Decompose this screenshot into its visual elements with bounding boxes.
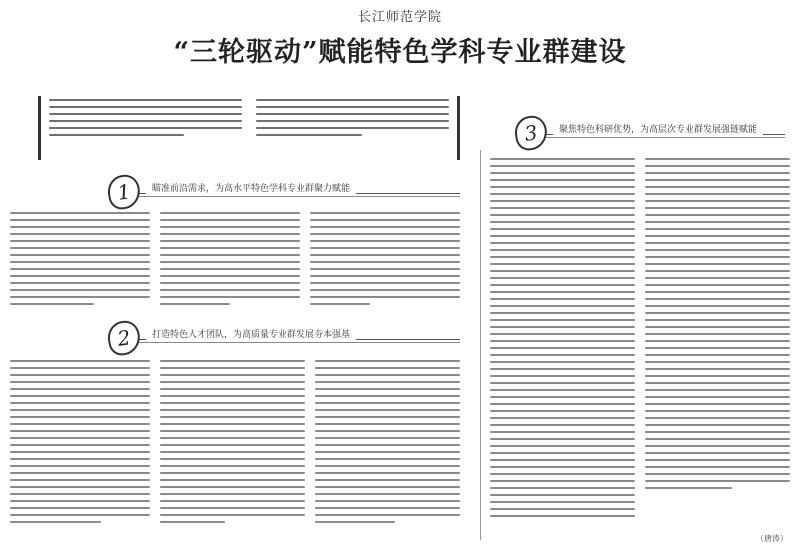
section-3-title: 聚焦特色科研优势，为高层次专业群发展强链赋能 bbox=[553, 122, 763, 135]
section-2-body-col-2 bbox=[160, 360, 305, 540]
article-kicker: 长江师范学院 bbox=[357, 10, 442, 25]
lead-text-left bbox=[49, 99, 242, 157]
section-2-number: 2 bbox=[106, 319, 142, 357]
lead-paragraph-block bbox=[38, 96, 460, 160]
section-1-heading bbox=[108, 181, 460, 207]
section-1-body-col-1 bbox=[10, 212, 150, 312]
section-2-title: 打造特色人才团队，为高质量专业群发展夯本强基 bbox=[146, 327, 356, 340]
column-divider bbox=[480, 150, 481, 540]
section-2-body-col-3 bbox=[315, 360, 460, 540]
section-3-body-col-1 bbox=[490, 158, 635, 540]
section-1-body-col-2 bbox=[160, 212, 300, 312]
section-3-number: 3 bbox=[513, 114, 549, 152]
section-1-number: 1 bbox=[106, 173, 142, 211]
section-2-body-col-1 bbox=[10, 360, 150, 540]
lead-text-right bbox=[256, 99, 449, 157]
section-1-title: 瞄准前沿需求，为高水平特色学科专业群聚力赋能 bbox=[146, 181, 356, 194]
section-1-body-col-3 bbox=[310, 212, 460, 312]
section-3-heading bbox=[515, 122, 785, 148]
author-note: （唐涛） bbox=[756, 534, 788, 543]
article-headline: “三轮驱动”赋能特色学科专业群建设 bbox=[173, 37, 627, 68]
section-3-body-col-2 bbox=[645, 158, 790, 528]
section-2-heading bbox=[108, 327, 460, 353]
